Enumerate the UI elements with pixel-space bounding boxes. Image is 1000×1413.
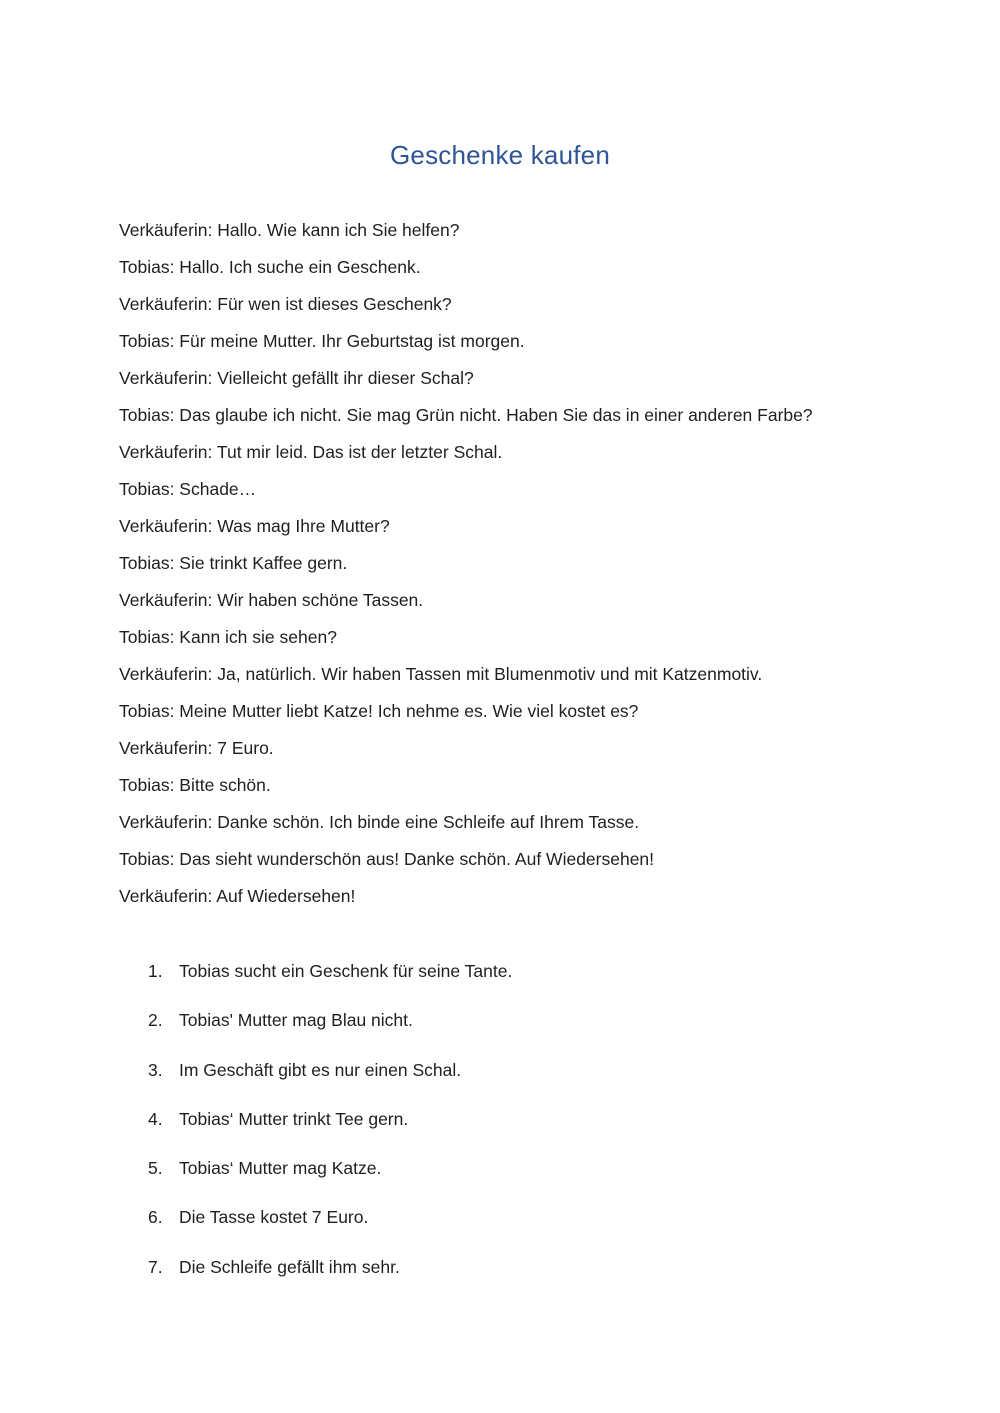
dialogue-line: Verkäuferin: Auf Wiedersehen! [119, 886, 356, 906]
dialogue [119, 216, 919, 919]
dialogue-line: Tobias: Das glaube ich nicht. Sie mag Grün nicht. Haben Sie das in einer anderen Farbe? [119, 405, 813, 425]
statement-item [0, 1202, 1000, 1251]
dialogue-line: Verkäuferin: Danke schön. Ich binde eine Schleife auf Ihrem Tasse. [119, 812, 640, 832]
statement-text: Tobias‘ Mutter mag Katze. [179, 1158, 382, 1179]
statement-text: Tobias sucht ein Geschenk für seine Tante. [179, 961, 513, 981]
statement-text: Tobias‘ Mutter trinkt Tee gern. [179, 1108, 409, 1129]
statement-number: 1. [148, 961, 163, 981]
dialogue-line: Verkäuferin: Hallo. Wie kann ich Sie helfen? [119, 220, 460, 240]
statement-number: 2. [148, 1010, 163, 1031]
dialogue-line: Verkäuferin: Vielleicht gefällt ihr dieser Schal? [119, 368, 474, 388]
dialogue-line: Tobias: Bitte schön. [119, 775, 271, 795]
statement-number: 7. [148, 1256, 163, 1277]
dialogue-line: Tobias: Meine Mutter liebt Katze! Ich nehme es. Wie viel kostet es? [119, 701, 639, 721]
statement-text: Im Geschäft gibt es nur einen Schal. [179, 1059, 462, 1080]
statement-item [0, 1252, 1000, 1301]
dialogue-line: Verkäuferin: Für wen ist dieses Geschenk? [119, 294, 452, 314]
dialogue-line: Tobias: Schade… [119, 479, 257, 499]
statement-text: Die Tasse kostet 7 Euro. [179, 1207, 369, 1228]
statement-number: 5. [148, 1158, 163, 1179]
statement-text: Tobias' Mutter mag Blau nicht. [179, 1010, 413, 1031]
dialogue-line: Verkäuferin: Wir haben schöne Tassen. [119, 590, 424, 610]
dialogue-line: Tobias: Für meine Mutter. Ihr Geburtstag ist morgen. [119, 331, 525, 351]
statement-item [0, 1104, 1000, 1153]
dialogue-line: Tobias: Kann ich sie sehen? [119, 627, 337, 647]
dialogue-line: Verkäuferin: Tut mir leid. Das ist der letzter Schal. [119, 442, 503, 462]
dialogue-line: Tobias: Hallo. Ich suche ein Geschenk. [119, 257, 421, 277]
statement-number: 3. [148, 1059, 163, 1080]
statement-item [0, 1153, 1000, 1202]
dialogue-line: Verkäuferin: Was mag Ihre Mutter? [119, 516, 390, 536]
dialogue-line: Verkäuferin: Ja, natürlich. Wir haben Tassen mit Blumenmotiv und mit Katzenmotiv. [119, 664, 763, 684]
statement-item [0, 1055, 1000, 1104]
dialogue-line: Verkäuferin: 7 Euro. [119, 738, 274, 758]
statement-item [0, 956, 1000, 1005]
statement-number: 4. [148, 1108, 163, 1129]
statement-list [0, 956, 1000, 1301]
statement-item [0, 1005, 1000, 1054]
statement-text: Die Schleife gefällt ihm sehr. [179, 1256, 400, 1277]
page-title: Geschenke kaufen [389, 140, 610, 170]
statement-number: 6. [148, 1207, 163, 1228]
dialogue-line: Tobias: Sie trinkt Kaffee gern. [119, 553, 348, 573]
dialogue-line: Tobias: Das sieht wunderschön aus! Danke schön. Auf Wiedersehen! [119, 849, 655, 869]
